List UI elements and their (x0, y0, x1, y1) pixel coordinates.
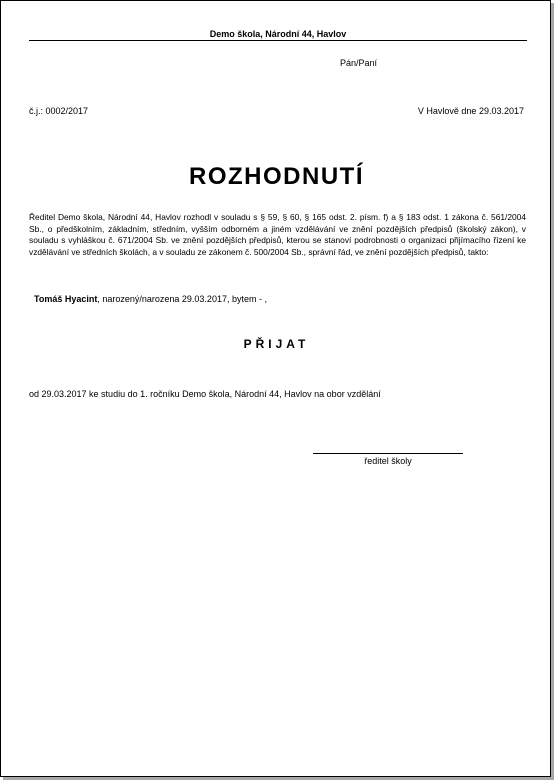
legal-preamble: Ředitel Demo škola, Národní 44, Havlov rozhodl v souladu s § 59, § 60, § 165 odst. 2. písm. f) a § 183 odst. 1 zákona č. 561/2004 Sb., o předškolním, základním, středním, vyšším odborném a jiném vzdělávání ve znění pozdějších předpisů (školský zákon), v souladu s vyhláškou č. 671/2004 Sb. ve znění pozdějších předpisů, kterou se stanoví podrobnosti o organizaci přijímacího řízení ke vzdělávání ve středních školách, a v souladu ze zákonem č. 500/2004 Sb., správní řád, ve znění pozdějších předpisů, takto: (29, 212, 526, 257)
signature-line (313, 453, 463, 454)
reference-number: č.j.: 0002/2017 (29, 106, 89, 116)
recipient-salutation: Pán/Paní (340, 58, 378, 68)
admission-statement: od 29.03.2017 ke studiu do 1. ročníku Demo škola, Národní 44, Havlov na obor vzdělání (29, 389, 381, 399)
student-line (34, 293, 267, 305)
header-divider (29, 40, 527, 41)
student-details: , narozený/narozena 29.03.2017, bytem - , (97, 294, 267, 304)
verdict-heading: PŘIJAT (243, 337, 310, 351)
signature-label: ředitel školy (364, 456, 412, 466)
school-header: Demo škola, Národní 44, Havlov (209, 29, 347, 39)
place-and-date: V Havlově dne 29.03.2017 (417, 106, 524, 116)
student-name: Tomáš Hyacint (34, 294, 98, 304)
document-title: ROZHODNUTÍ (189, 163, 364, 190)
